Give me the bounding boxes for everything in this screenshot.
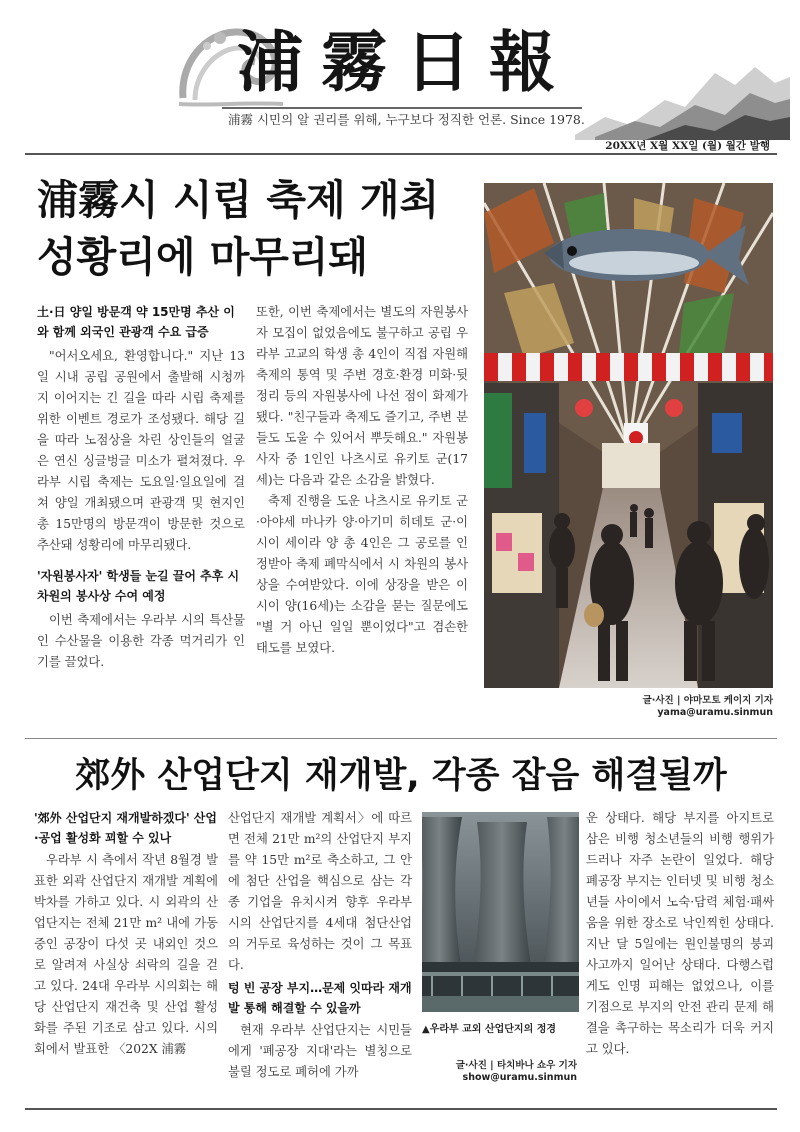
article2-column-1 (34, 808, 218, 1060)
issue-date: 20XX년 X월 XX일 (월) 월간 발행 (605, 140, 770, 152)
article2-paragraph: 운 상태다. 해당 부지를 아지트로 삼은 비행 청소년들의 비행 행위가 드러나 자주 논란이 일었다. 해당 폐공장 부지는 인터넷 및 비행 청소년들 사이에서 노숙·담력 체험·패싸움을 위한 장소로 낙인찍힌 상태다. 지난 달 5일에는 원인불명의 붕괴 사고까지 일어난 상태다. 다행스럽게도 인명 피해는 없었으나, 이를 기점으로 부지의 안전 관리 문제 해결을 촉구하는 목소리가 더욱 커지고 있다. (586, 811, 774, 1056)
article2-paragraph: 우라부 시 측에서 작년 8월경 발표한 외곽 산업단지 재개발 계획에 박차를 가하고 있다. 시 외곽의 산업단지는 전체 21만 m² 내에 가동 중인 공장이 다섯 곳 내외인 것으로 알려져 사실상 쇠락의 길을 걷고 있다. 24대 우라부 시의회는 해당 산업단지 재건축 및 산업 활성화를 주된 기조로 삼고 있다. 시의회에서 발표한 〈202X 浦霧 (34, 853, 218, 1056)
section-divider (25, 738, 777, 739)
masthead (0, 0, 800, 160)
article2-subhead-1: '郊外 산업단지 재개발하겠다' 산업·공업 활성화 꾀할 수 있나 (34, 811, 217, 845)
newspaper-title: 浦霧日報 (237, 23, 573, 101)
article1-column-1 (37, 302, 245, 673)
masthead-divider (25, 153, 777, 155)
title-rule (222, 107, 582, 109)
byline-name: 글·사진 | 야마모토 케이지 기자 (642, 695, 773, 706)
article1-byline (484, 695, 773, 719)
article1-paragraph: 축제 진행을 도운 나츠시로 유키토 군·아야세 마나카 양·아기미 히데토 군·이시이 세이라 양 총 4인은 그 공로를 인정받아 축제 폐막식에서 시 차원의 봉사상을 수여받았다. 이에 상장을 받은 이시이 양(16세)는 소감을 묻는 질문에도 "별 거 아닌 일일 뿐이었다"고 겸손한 태도를 보였다. (256, 494, 468, 655)
article1-paragraph: 이번 축제에서는 우라부 시의 특산물인 수산물을 이용한 각종 먹거리가 인기를 끌었다. (37, 613, 245, 669)
newspaper-motto: 浦霧 시민의 알 권리를 위해, 누구보다 정직한 언론. Since 1978. (228, 112, 585, 127)
headline-line-1: 浦霧시 시립 축제 개최 (37, 176, 440, 224)
mountain-ink-icon (575, 55, 790, 140)
byline-email: yama@uramu.sinmun (657, 707, 773, 718)
headline-line-2: 성황리에 마무리돼 (37, 233, 369, 281)
article1-paragraph: "어서오세요, 환영합니다." 지난 13일 시내 공립 공원에서 출발해 시청까지 이어지는 긴 길을 따라 시립 축제를 위한 이벤트 경로가 조성됐다. 해당 길을 따라 노점상을 차린 상인들의 얼굴은 연신 싱글벙글 미소가 펼쳐졌다. 우라부 시립 축제는 도요일·일요일에 걸쳐 양일 개최됐으며 관광객 및 현지인 총 15만명의 방문객이 방문한 것으로 추산돼 성황리에 마무리됐다. (37, 349, 245, 552)
byline-name: 글·사진 | 타치바나 쇼우 기자 (455, 1060, 577, 1071)
industrial-complex-photo (422, 812, 579, 1012)
article2-paragraph: 현재 우라부 산업단지는 시민들에게 '폐공장 지대'라는 별칭으로 불릴 정도로 폐허에 가까 (228, 1023, 412, 1079)
article1-column-2 (256, 302, 468, 659)
article2-paragraph: 산업단지 재개발 계획서〉에 따르면 전체 21만 m²의 산업단지 부지를 약 15만 m²로 축소하고, 그 안에 첨단 산업을 핵심으로 삼는 각종 기업을 유치시켜 향후 우라부 시의 산업단지를 4세대 첨단산업의 거두로 육성하는 것이 그 목표다. (228, 811, 412, 972)
article2-column-2 (228, 808, 412, 1083)
article2-headline: 郊外 산업단지 재개발, 각종 잡음 해결될까 (75, 756, 727, 796)
article1-paragraph: 또한, 이번 축제에서는 별도의 자원봉사자 모집이 없었음에도 불구하고 공립 우라부 고교의 학생 총 4인이 직접 자원해 축제의 통역 및 주변 경호·환경 미화·뒷정리 등의 자원봉사에 나선 점이 화제가 됐다. "친구들과 축제도 즐기고, 주변 분들도 도울 수 있어서 뿌듯해요." 자원봉사자 중 1인인 나츠시로 유키토 군(17세)는 다음과 같은 소감을 밝혔다. (256, 305, 468, 487)
article2-byline (422, 1060, 577, 1084)
article1-headline (37, 172, 477, 286)
article2-column-3 (586, 808, 774, 1060)
article1-subhead-1: 土·日 양일 방문객 약 15만명 추산 이와 함께 외국인 관광객 수요 급증 (37, 305, 235, 339)
page-bottom-divider (25, 1108, 777, 1110)
article2-subhead-2: 텅 빈 공장 부지…문제 잇따라 재개발 통해 해결할 수 있을까 (228, 981, 412, 1015)
photo-caption: ▲우라부 교외 산업단지의 정경 (422, 1024, 557, 1035)
market-photo (484, 183, 773, 688)
byline-email: show@uramu.sinmun (462, 1072, 577, 1083)
article1-subhead-2: '자원봉사자' 학생들 눈길 끌어 추후 시 차원의 봉사상 수여 예정 (37, 569, 240, 603)
